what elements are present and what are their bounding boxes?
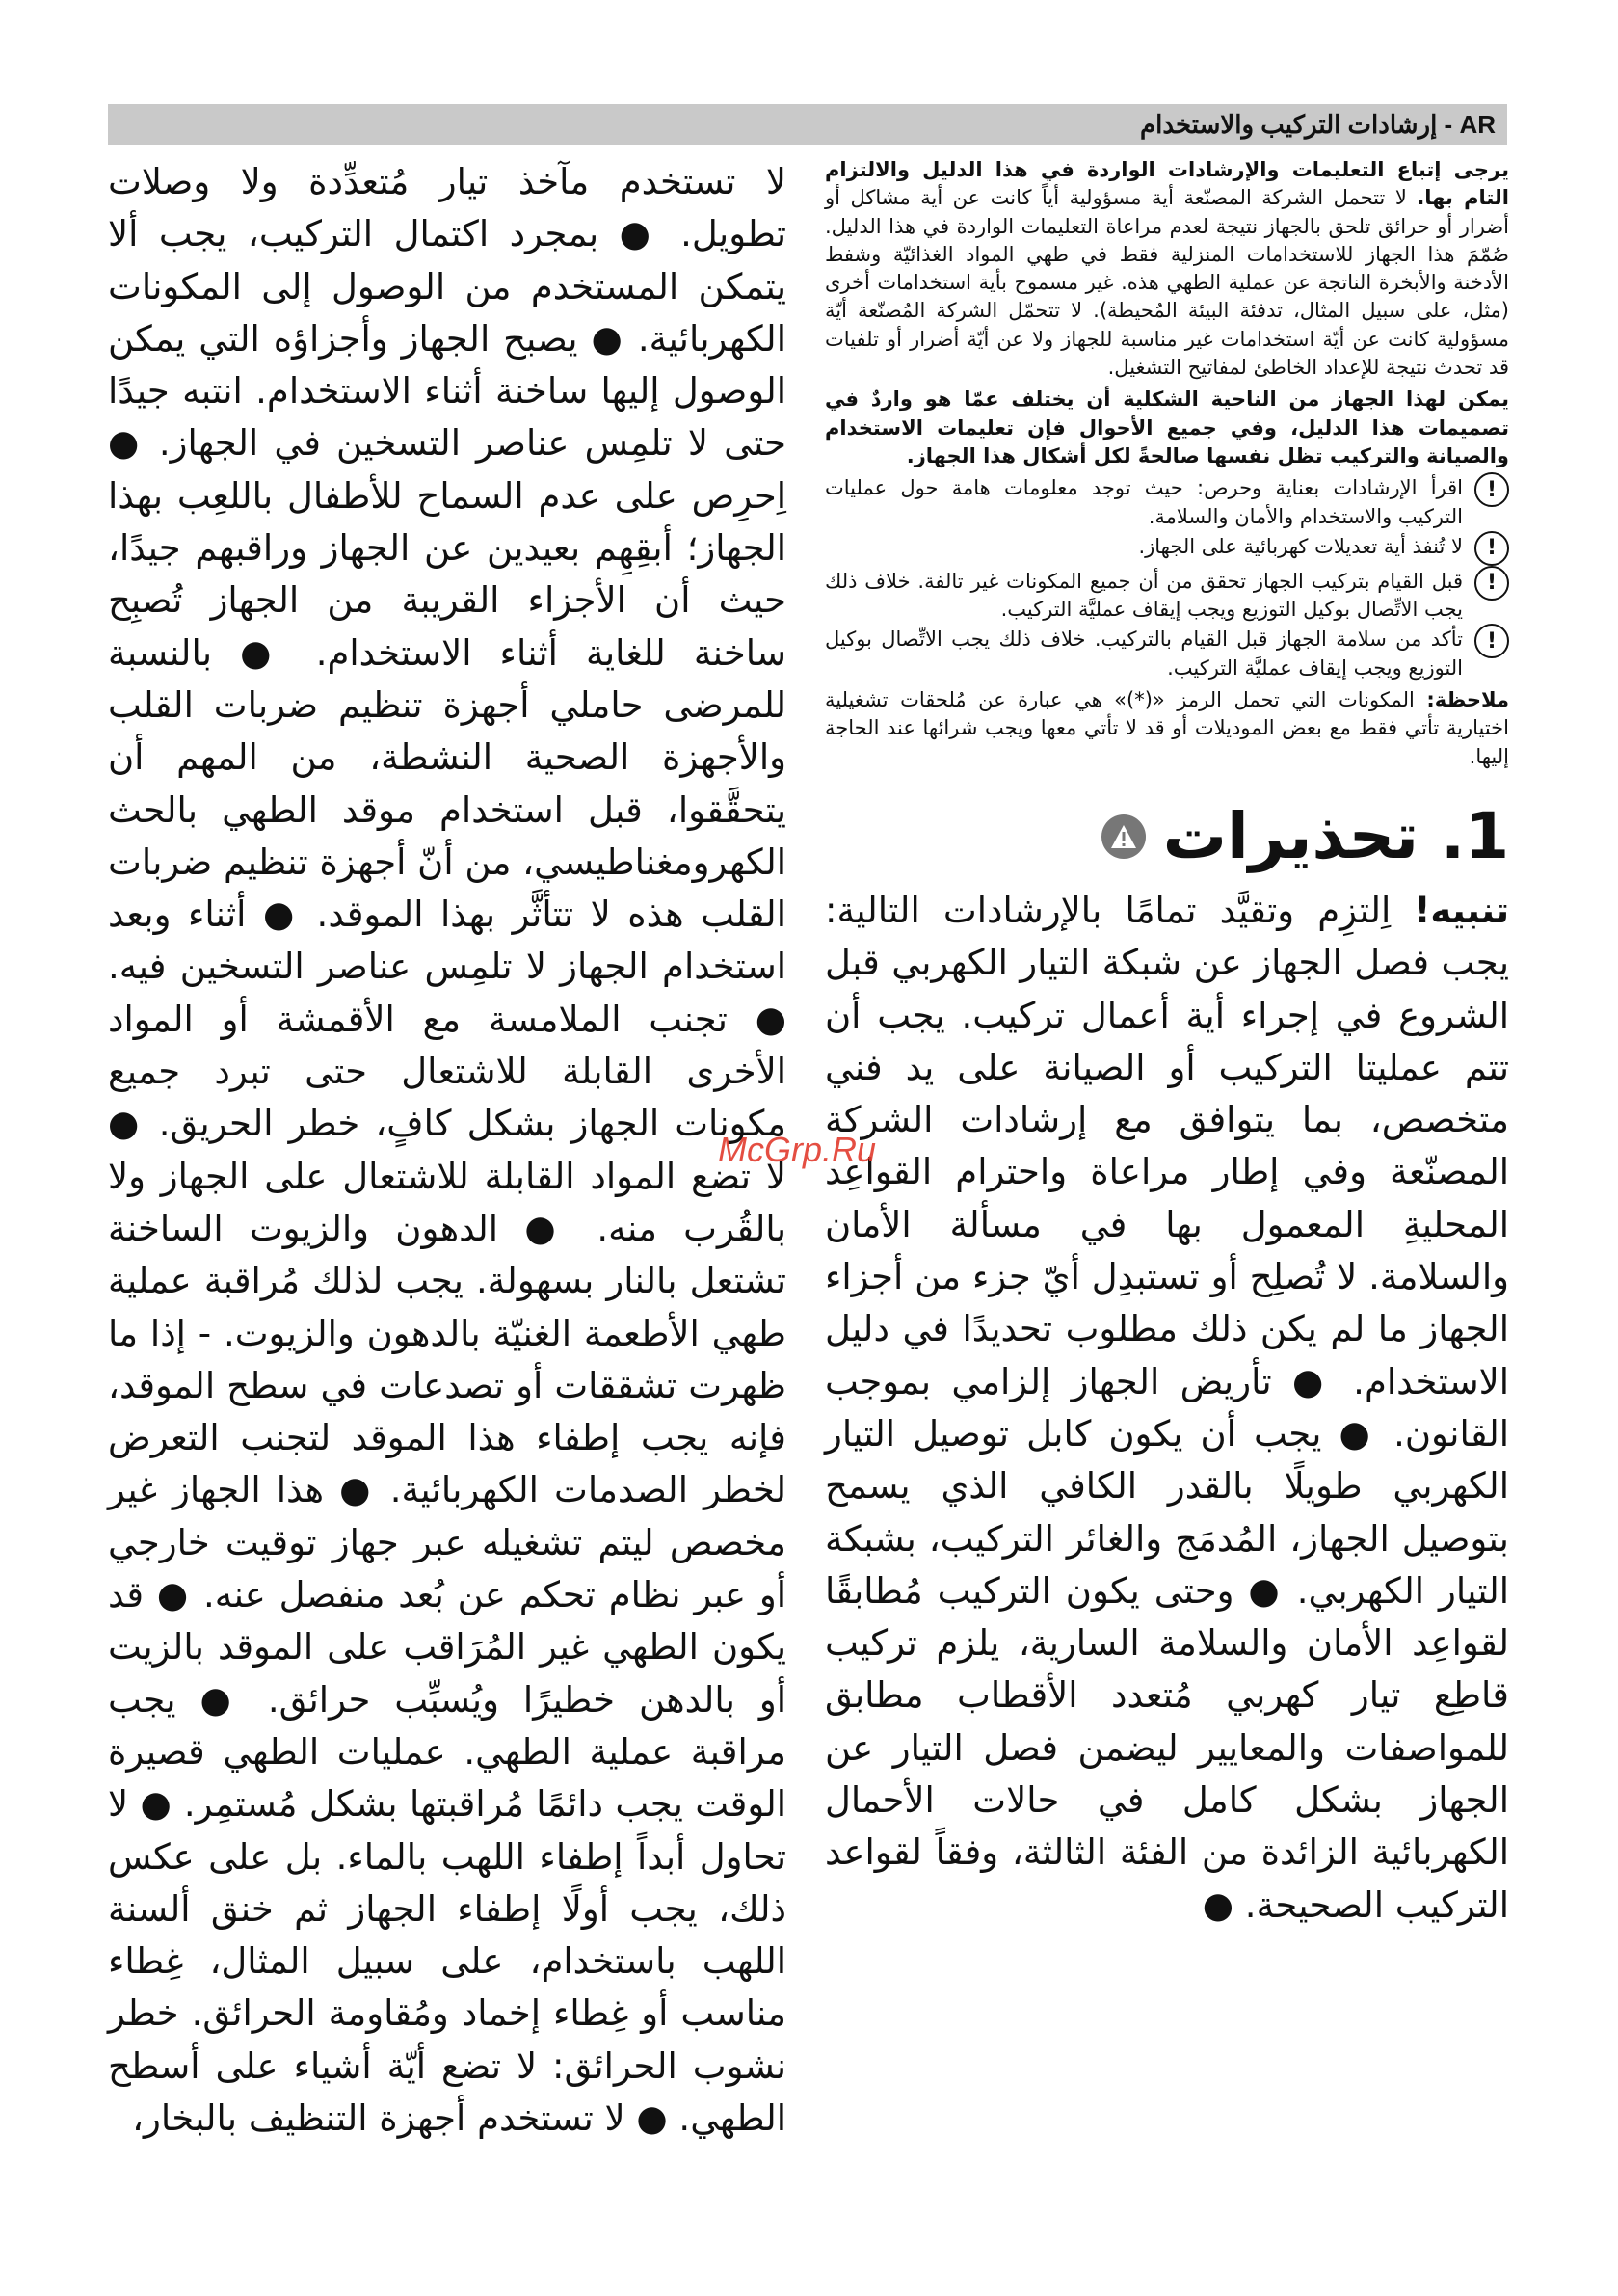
watermark: McGrp.Ru xyxy=(718,1130,877,1169)
warning-item xyxy=(825,568,1509,625)
warnings-body xyxy=(825,885,1509,1932)
right-column xyxy=(825,156,1509,1932)
page-header xyxy=(108,104,1507,145)
section-title: 1. تحذيرات xyxy=(1162,798,1509,873)
caution-label: تنبيه! xyxy=(1414,889,1509,931)
warning-triangle-icon xyxy=(1101,814,1146,859)
warning-triangle-glyph xyxy=(1109,823,1138,850)
exclamation-circle-icon: ! xyxy=(1474,624,1509,658)
intro-text: لا تتحمل الشركة المصنّعة أية مسؤولية أياً كانت عن أية مشاكل أو أضرار أو حرائق تلحق بالجهاز نتيجة لعدم مراعاة التعليمات الواردة في هذا الدليل. صُمّمَ هذا الجهاز للاستخدامات المنزلية فقط في طهي المواد الغذائيّة وشفط الأدخنة والأبخرة الناتجة عن عملية الطهي هذه. غير مسموح بأية استخدامات أخرى (مثل، على سبيل المثال، تدفئة البيئة المُحيطة). لا تتحمّل الشركة المُصنّعة أيّة مسؤولية كانت عن أيّة استخدامات غير مناسبة للجهاز ولا عن أيّة أضرار أو تلفيات قد تحدث نتيجة للإعداد الخاطئ لمفاتيح التشغيل. xyxy=(825,186,1509,380)
left-column-text: لا تستخدم مآخذ تيار مُتعدِّدة ولا وصلات تطويل. ● بمجرد اكتمال التركيب، يجب ألا يتمكن المستخدم من الوصول إلى المكونات الكهربائية. ● يصبح الجهاز وأجزاؤه التي يمكن الوصول إليها ساخنة أثناء الاستخدام. انتبه جيدًا حتى لا تلمِس عناصر التسخين في الجهاز. ● اِحرِص على عدم السماح للأطفال باللعِب بهذا الجهاز؛ أبقِهِم بعيدين عن الجهاز وراقبهم جيدًا، حيث أن الأجزاء القريبة من الجهاز تُصبِح ساخنة للغاية أثناء الاستخدام. ● بالنسبة للمرضى حاملي أجهزة تنظيم ضربات القلب والأجهزة الصحية النشطة، من المهم أن يتحقَّقوا، قبل استخدام موقد الطهي بالحث الكهرومغناطيسي، من أنّ أجهزة تنظيم ضربات القلب هذه لا تتأثَّر بهذا الموقد. ● أثناء وبعد استخدام الجهاز لا تلمِس عناصر التسخين فيه. ● تجنب الملامسة مع الأقمشة أو المواد الأخرى القابلة للاشتعال حتى تبرد جميع مكونات الجهاز بشكل كافٍ، خطر الحريق. ● لا تضع المواد القابلة للاشتعال على الجهاز ولا بالقُرب منه. ● الدهون والزيوت الساخنة تشتعل بالنار بسهولة. يجب لذلك مُراقبة عملية طهي الأطعمة الغنيّة بالدهون والزيوت. - إذا ما ظهرت تشققات أو تصدعات في سطح الموقد، فإنه يجب إطفاء هذا الموقد لتجنب التعرض لخطر الصدمات الكهربائية. ● هذا الجهاز غير مخصص ليتم تشغيله عبر جهاز توقيت خارجي أو عبر نظام تحكم عن بُعد منفصل عنه. ● قد يكون الطهي غير المُرَاقب على الموقد بالزيت أو بالدهن خطيرًا ويُسبِّب حرائق. ● يجب مراقبة عملية الطهي. عمليات الطهي قصيرة الوقت يجب دائمًا مُراقبتها بشكل مُستمِر. ● لا تحاول أبداً إطفاء اللهب بالماء. بل على عكس ذلك، يجب أولًا إطفاء الجهاز ثم خنق ألسنة اللهب باستخدام، على سبيل المثال، غِطاء مناسب أو غِطاء إخماد ومُقاومة الحرائق. خطر نشوب الحرائق: لا تضع أيّة أشياء على أسطح الطهي. ● لا تستخدم أجهزة التنظيف بالبخار، xyxy=(108,161,786,2139)
warning-text: تأكد من سلامة الجهاز قبل القيام بالتركيب. خلاف ذلك يجب الاتِّصال بوكيل التوزيع ويجب إيقاف عمليَّة التركيب. xyxy=(825,627,1463,680)
warning-text: اقرأ الإرشادات بعناية وحرص: حيث توجد معلومات هامة حول عمليات التركيب والاستخدام والأمان والسلامة. xyxy=(825,476,1463,528)
note-text: المكونات التي تحمل الرمز «(*)» هي عبارة عن مُلحقات تشغيلية اختيارية تأتي فقط مع بعض الموديلات أو قد لا تأتي معها ويجب شرائها عند الحاجة إليها. xyxy=(825,688,1509,768)
section-heading xyxy=(825,798,1509,875)
shape-notice: يمكن لهذا الجهاز من الناحية الشكلية أن يختلف عمّا هو واردٌ في تصميمات هذا الدليل، وفي جميع الأحوال فإن تعليمات الاستخدام والصيانة والتركيب تظل نفسها صالحةً لكل أشكال هذا الجهاز. xyxy=(825,387,1509,467)
exclamation-circle-icon: ! xyxy=(1474,566,1509,601)
warning-item xyxy=(825,533,1509,566)
page-header-title: AR - إرشادات التركيب والاستخدام xyxy=(1140,109,1496,139)
intro-paragraph xyxy=(825,156,1509,382)
exclamation-circle-icon: ! xyxy=(1474,531,1509,566)
warning-item xyxy=(825,474,1509,531)
note-label: ملاحظة: xyxy=(1426,688,1509,712)
warnings-body-text: اِلتزِم وتقيَّد تمامًا بالإرشادات التالية: يجب فصل الجهاز عن شبكة التيار الكهربي قبل الشروع في إجراء أية أعمال تركيب. يجب أن تتم عمليتا التركيب أو الصيانة على يد فني متخصص، بما يتوافق مع إرشادات الشركة المصنّعة وفي إطار مراعاة واحترام القواعِد المحليةِ المعمول بها في مسألة الأمان والسلامة. لا تُصلِح أو تستبدِل أيّ جزء من أجزاء الجهاز ما لم يكن ذلك مطلوب تحديدًا في دليل الاستخدام. ● تأريض الجهاز إلزامي بموجب القانون. ● يجب أن يكون كابل توصيل التيار الكهربي طويلًا بالقدر الكافي الذي يسمح بتوصيل الجهاز، المُدمَج والغائر التركيب، بشبكة التيار الكهربي. ● وحتى يكون التركيب مُطابقًا لقواعِد الأمان والسلامة السارية، يلزم تركيب قاطِع تيار كهربي مُتعدد الأقطاب مطابق للمواصفات والمعايير ليضمن فصل التيار عن الجهاز بشكل كامل في حالات الأحمال الكهربائية الزائدة من الفئة الثالثة، وفقاً لقواعد التركيب الصحيحة. ● xyxy=(825,889,1509,1926)
left-column xyxy=(108,156,786,2145)
note-paragraph xyxy=(825,686,1509,771)
warning-text: لا تُنفذ أية تعديلات كهربائية على الجهاز. xyxy=(1138,534,1463,558)
warning-text: قبل القيام بتركيب الجهاز تحقق من أن جميع المكونات غير تالفة. خلاف ذلك يجب الاتِّصال بوكيل التوزيع ويجب إيقاف عمليَّة التركيب. xyxy=(825,569,1463,622)
warning-item xyxy=(825,626,1509,682)
exclamation-circle-icon: ! xyxy=(1474,472,1509,507)
intro-bold: يرجى إتباع التعليمات والإرشادات الواردة في هذا الدليل والالتزام التام بها. xyxy=(825,158,1509,210)
